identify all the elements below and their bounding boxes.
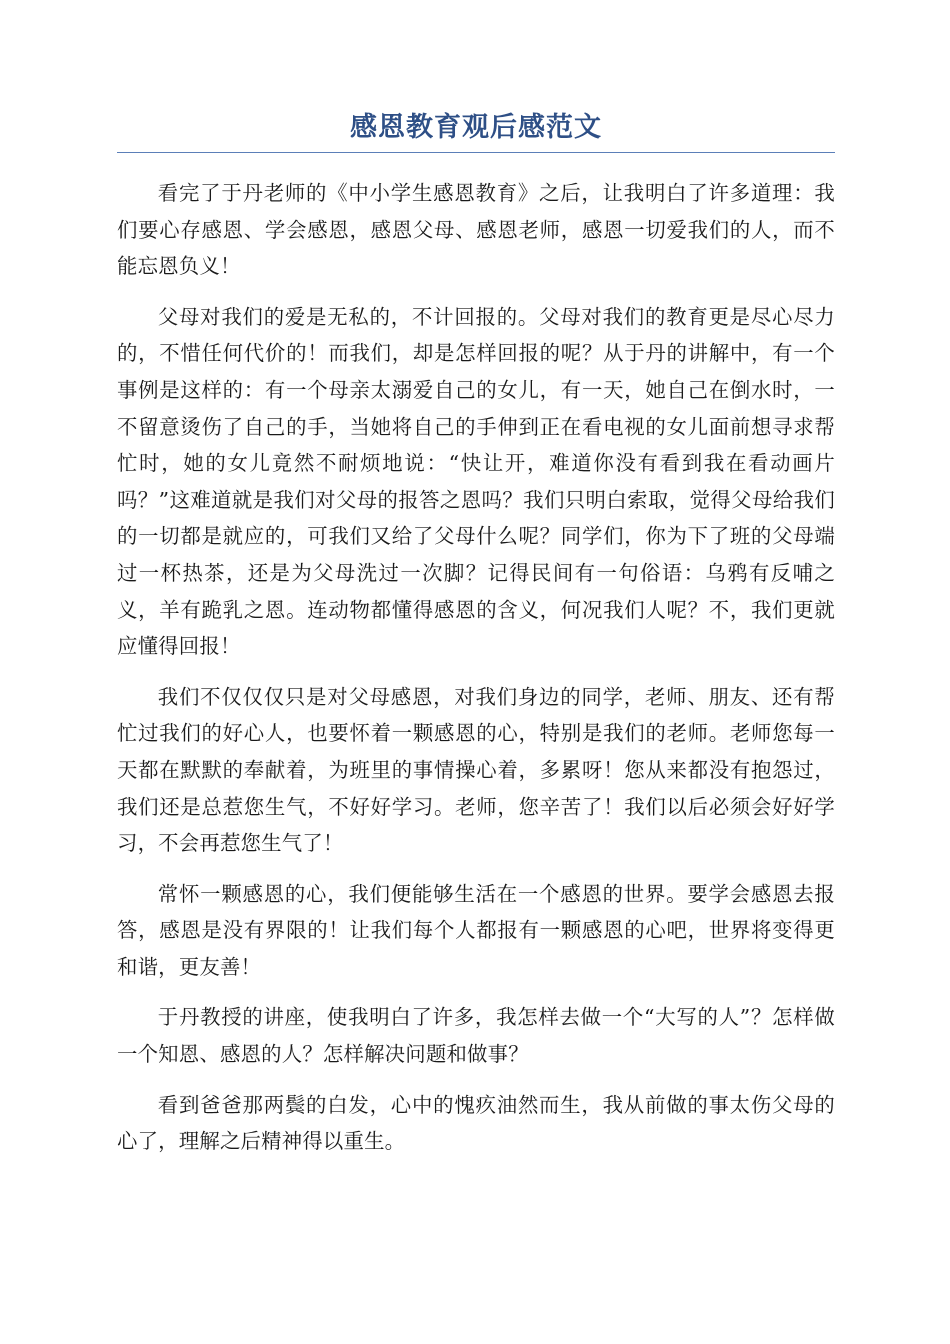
document-title: 感恩教育观后感范文 — [117, 108, 835, 153]
paragraph: 于丹教授的讲座，使我明白了许多，我怎样去做一个“大写的人”？怎样做一个知恩、感恩的人？怎样解决问题和做事？ — [117, 1005, 835, 1067]
paragraph: 父母对我们的爱是无私的，不计回报的。父母对我们的教育更是尽心尽力的，不惜任何代价的！而我们，却是怎样回报的呢？从于丹的讲解中，有一个事例是这样的：有一个母亲太溺爱自己的女儿，有一天，她自己在倒水时，一不留意烫伤了自己的手，当她将自己的手伸到正在看电视的女儿面前想寻求帮忙时，她的女儿竟然不耐烦地说：“快让开，难道你没有看到我在看动画片吗？”这难道就是我们对父母的报答之恩吗？我们只明白索取，觉得父母给我们的一切都是就应的，可我们又给了父母什么呢？同学们，你为下了班的父母端过一杯热茶，还是为父母洗过一次脚？记得民间有一句俗语：乌鸦有反哺之义，羊有跪乳之恩。连动物都懂得感恩的含义，何况我们人呢？不，我们更就应懂得回报！ — [117, 304, 835, 659]
paragraph: 看完了于丹老师的《中小学生感恩教育》之后，让我明白了许多道理：我们要心存感恩、学会感恩，感恩父母、感恩老师，感恩一切爱我们的人，而不能忘恩负义！ — [117, 181, 835, 279]
paragraph: 我们不仅仅仅只是对父母感恩，对我们身边的同学，老师、朋友、还有帮忙过我们的好心人，也要怀着一颗感恩的心，特别是我们的老师。老师您每一天都在默默的奉献着，为班里的事情操心着，多累呀！您从来都没有抱怨过，我们还是总惹您生气，不好好学习。老师，您辛苦了！我们以后必须会好好学习，不会再惹您生气了！ — [117, 684, 835, 856]
paragraph: 看到爸爸那两鬓的白发，心中的愧疚油然而生，我从前做的事太伤父母的心了，理解之后精神得以重生。 — [117, 1092, 835, 1154]
document-body — [117, 175, 835, 1160]
document-page — [117, 108, 835, 1174]
paragraph: 常怀一颗感恩的心，我们便能够生活在一个感恩的世界。要学会感恩去报答，感恩是没有界限的！让我们每个人都报有一颗感恩的心吧，世界将变得更和谐，更友善！ — [117, 881, 835, 979]
